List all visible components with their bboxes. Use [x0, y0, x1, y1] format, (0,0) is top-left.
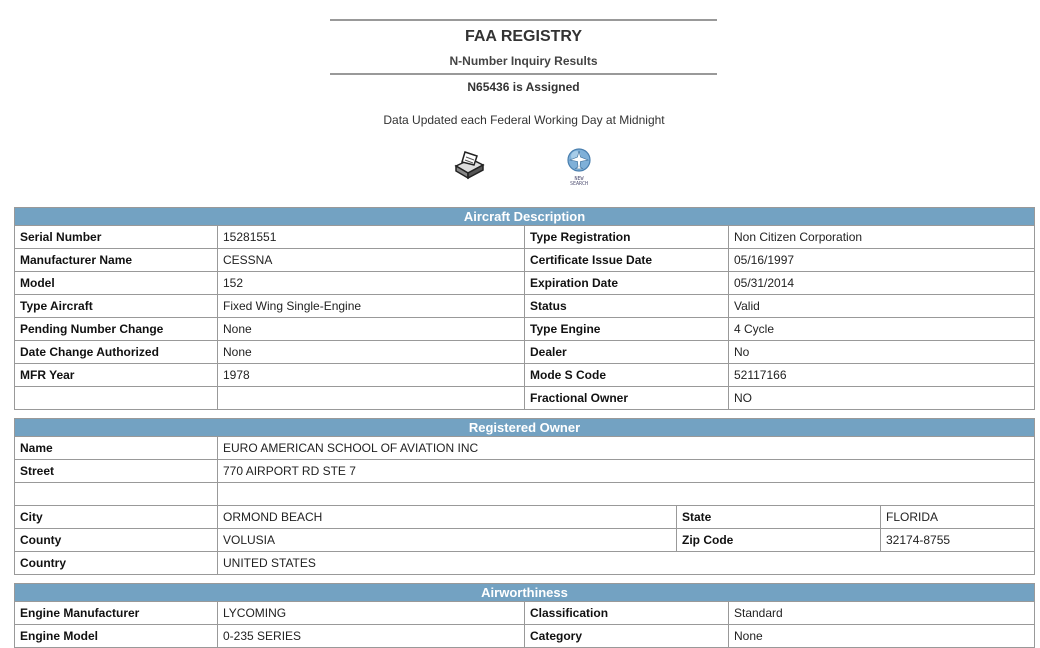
- airplane-icon: [566, 148, 592, 172]
- field-label: Fractional Owner: [525, 387, 729, 410]
- registered-owner-heading: Registered Owner: [15, 419, 1035, 437]
- field-label: Pending Number Change: [15, 318, 218, 341]
- table-row: [15, 226, 1035, 249]
- field-label: Date Change Authorized: [15, 341, 218, 364]
- field-value: 1978: [218, 364, 525, 387]
- owner-street: 770 AIRPORT RD STE 7: [218, 460, 1035, 483]
- aircraft-description-table: [14, 207, 1035, 410]
- field-label: Engine Model: [15, 625, 218, 648]
- owner-county: VOLUSIA: [218, 529, 677, 552]
- owner-state: FLORIDA: [881, 506, 1035, 529]
- new-search-label: NEW SEARCH: [569, 176, 589, 187]
- field-value: No: [729, 341, 1035, 364]
- field-label: Mode S Code: [525, 364, 729, 387]
- owner-country: UNITED STATES: [218, 552, 1035, 575]
- field-label: Serial Number: [15, 226, 218, 249]
- field-label: Manufacturer Name: [15, 249, 218, 272]
- aircraft-description-heading: Aircraft Description: [15, 208, 1035, 226]
- table-row: [15, 483, 1035, 506]
- table-row: [15, 506, 1035, 529]
- table-row: [15, 387, 1035, 410]
- field-value: 52117166: [729, 364, 1035, 387]
- airworthiness-heading: Airworthiness: [15, 584, 1035, 602]
- registered-owner-table: [14, 418, 1035, 575]
- field-label: Status: [525, 295, 729, 318]
- field-label: City: [15, 506, 218, 529]
- field-label: [15, 483, 218, 506]
- field-value: NO: [729, 387, 1035, 410]
- update-notice: Data Updated each Federal Working Day at Midnight: [383, 113, 665, 127]
- field-value: 15281551: [218, 226, 525, 249]
- field-label: Model: [15, 272, 218, 295]
- field-value: Standard: [729, 602, 1035, 625]
- field-value: 4 Cycle: [729, 318, 1035, 341]
- field-value: LYCOMING: [218, 602, 525, 625]
- field-value: CESSNA: [218, 249, 525, 272]
- field-label: Country: [15, 552, 218, 575]
- field-label: Category: [525, 625, 729, 648]
- field-value: 152: [218, 272, 525, 295]
- owner-zip: 32174-8755: [881, 529, 1035, 552]
- field-label: MFR Year: [15, 364, 218, 387]
- page-title: FAA REGISTRY: [464, 28, 583, 45]
- header-top-rule: [330, 19, 717, 21]
- owner-city: ORMOND BEACH: [218, 506, 677, 529]
- field-value: Non Citizen Corporation: [729, 226, 1035, 249]
- table-row: [15, 249, 1035, 272]
- field-value: 0-235 SERIES: [218, 625, 525, 648]
- field-value: Fixed Wing Single-Engine: [218, 295, 525, 318]
- page-subtitle: N-Number Inquiry Results: [449, 54, 598, 68]
- table-row: [15, 460, 1035, 483]
- field-value: Valid: [729, 295, 1035, 318]
- field-value: [218, 387, 525, 410]
- field-label: Type Registration: [525, 226, 729, 249]
- field-label: Certificate Issue Date: [525, 249, 729, 272]
- owner-street2: [218, 483, 1035, 506]
- airworthiness-table: [14, 583, 1035, 648]
- new-search-button[interactable]: [564, 148, 594, 186]
- table-row: [15, 318, 1035, 341]
- field-label: Type Engine: [525, 318, 729, 341]
- field-label: Classification: [525, 602, 729, 625]
- table-row: [15, 552, 1035, 575]
- field-label: Dealer: [525, 341, 729, 364]
- field-value: None: [218, 318, 525, 341]
- field-label: Type Aircraft: [15, 295, 218, 318]
- field-value: None: [729, 625, 1035, 648]
- header-bottom-rule: [330, 73, 717, 75]
- print-button[interactable]: [453, 150, 485, 180]
- table-row: [15, 295, 1035, 318]
- field-label: Zip Code: [677, 529, 881, 552]
- table-row: [15, 602, 1035, 625]
- field-label: [15, 387, 218, 410]
- table-row: [15, 437, 1035, 460]
- field-label: Expiration Date: [525, 272, 729, 295]
- field-label: State: [677, 506, 881, 529]
- assignment-status: N65436 is Assigned: [467, 80, 580, 94]
- field-label: Name: [15, 437, 218, 460]
- table-row: [15, 272, 1035, 295]
- printer-icon: [453, 150, 485, 180]
- table-row: [15, 341, 1035, 364]
- field-value: None: [218, 341, 525, 364]
- table-row: [15, 625, 1035, 648]
- field-label: Street: [15, 460, 218, 483]
- field-value: 05/16/1997: [729, 249, 1035, 272]
- field-label: Engine Manufacturer: [15, 602, 218, 625]
- table-row: [15, 364, 1035, 387]
- owner-name: EURO AMERICAN SCHOOL OF AVIATION INC: [218, 437, 1035, 460]
- field-value: 05/31/2014: [729, 272, 1035, 295]
- table-row: [15, 529, 1035, 552]
- field-label: County: [15, 529, 218, 552]
